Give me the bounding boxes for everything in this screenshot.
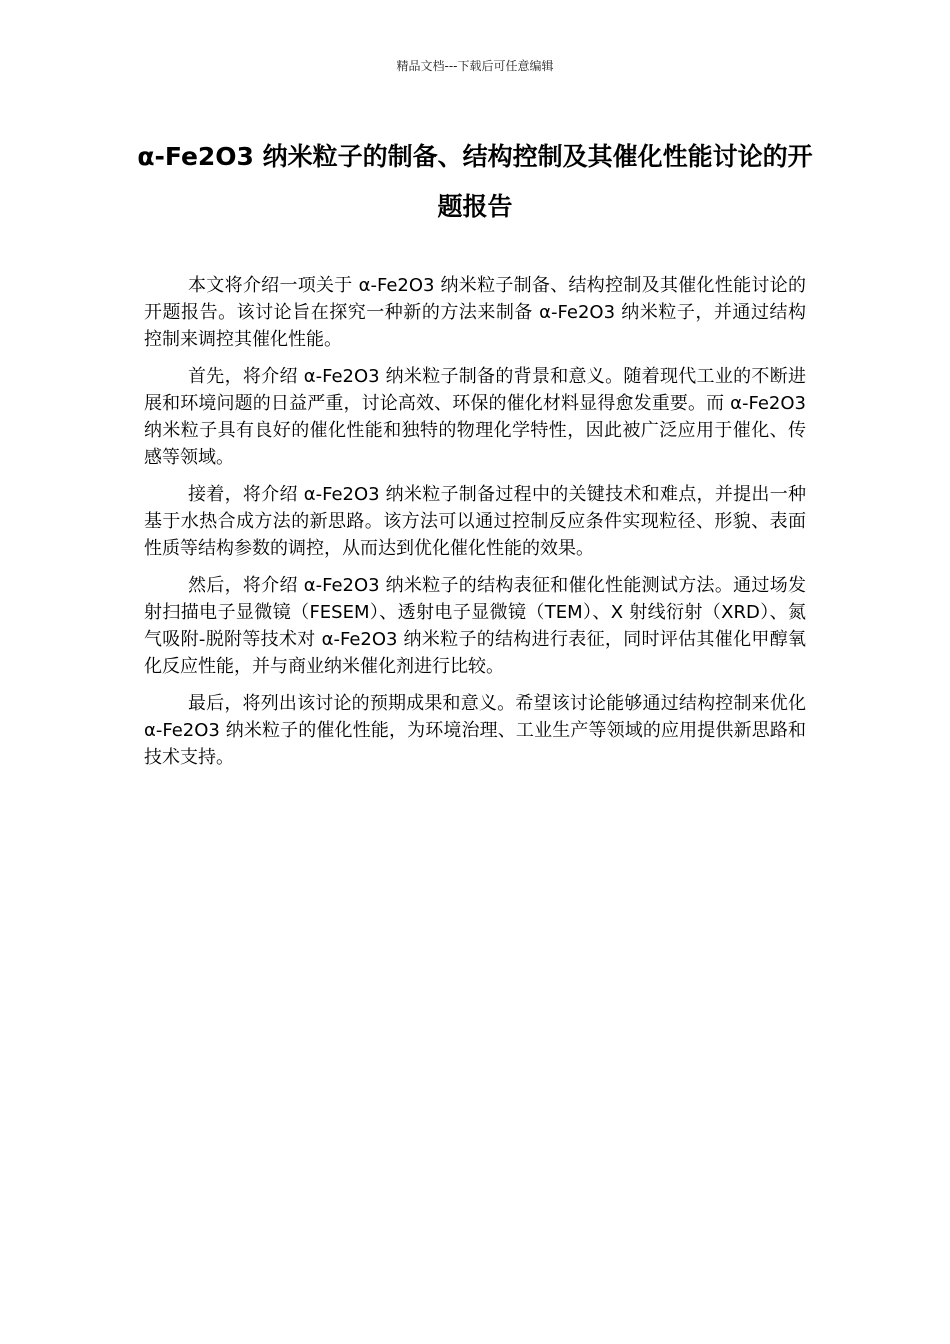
document-title: α-Fe2O3 纳米粒子的制备、结构控制及其催化性能讨论的开题报告 xyxy=(137,142,813,221)
paragraph-intro: 本文将介绍一项关于 α-Fe2O3 纳米粒子制备、结构控制及其催化性能讨论的开题报告。该讨论旨在探究一种新的方法来制备 α-Fe2O3 纳米粒子，并通过结构控制来调控其催化性能。 xyxy=(144,275,806,350)
page-header: 精品文档---下载后可任意编辑 xyxy=(396,59,554,73)
paragraph-background: 首先，将介绍 α-Fe2O3 纳米粒子制备的背景和意义。随着现代工业的不断进展和环境问题的日益严重，讨论高效、环保的催化材料显得愈发重要。而 α-Fe2O3 纳米粒子具有良好的催化性能和独特的物理化学特性，因此被广泛应用于催化、传感等领域。 xyxy=(144,366,806,468)
paragraph-conclusion: 最后，将列出该讨论的预期成果和意义。希望该讨论能够通过结构控制来优化 α-Fe2O3 纳米粒子的催化性能，为环境治理、工业生产等领域的应用提供新思路和技术支持。 xyxy=(144,693,806,768)
paragraph-method: 接着，将介绍 α-Fe2O3 纳米粒子制备过程中的关键技术和难点，并提出一种基于水热合成方法的新思路。该方法可以通过控制反应条件实现粒径、形貌、表面性质等结构参数的调控，从而达到优化催化性能的效果。 xyxy=(144,484,806,559)
paragraph-characterization: 然后，将介绍 α-Fe2O3 纳米粒子的结构表征和催化性能测试方法。通过场发射扫描电子显微镜（FESEM）、透射电子显微镜（TEM）、X 射线衍射（XRD）、氮气吸附-脱附等技术对 α-Fe2O3 纳米粒子的结构进行表征，同时评估其催化甲醇氧化反应性能，并与商业纳米催化剂进行比较。 xyxy=(144,575,806,677)
document-body xyxy=(144,272,806,781)
